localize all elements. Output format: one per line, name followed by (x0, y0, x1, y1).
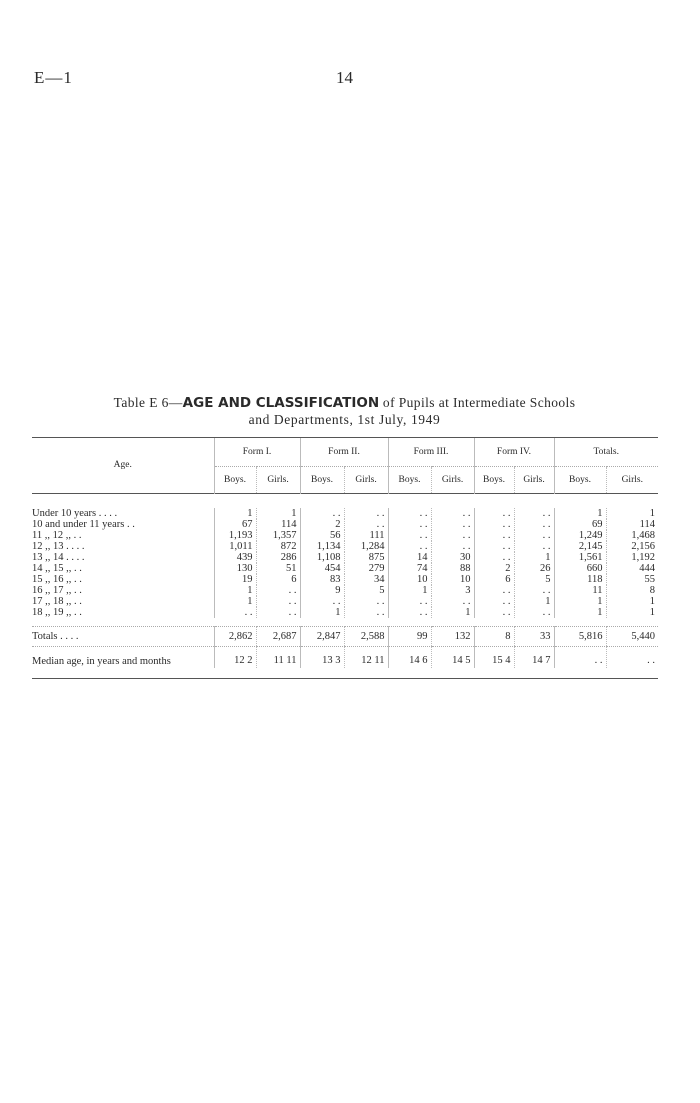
table-row (32, 574, 658, 585)
table-cell: . . (474, 519, 514, 530)
table-cell: 1 (606, 596, 658, 607)
boys-header: Boys. (388, 467, 431, 494)
table-cell: . . (474, 585, 514, 596)
table-cell: 1,468 (606, 530, 658, 541)
table-cell: 14 (388, 552, 431, 563)
table-cell: 11 11 (256, 647, 300, 669)
table-cell: 444 (606, 563, 658, 574)
title-prefix: Table E 6— (113, 395, 183, 410)
table-cell: 5,440 (606, 627, 658, 647)
table-cell: . . (256, 607, 300, 618)
table-cell: . . (256, 596, 300, 607)
table-row (32, 585, 658, 596)
table-cell: 6 (256, 574, 300, 585)
table-cell: . . (388, 541, 431, 552)
table-cell: 14 5 (431, 647, 474, 669)
age-label: 13 ,, 14 . . . . (32, 552, 85, 563)
table-cell: 1 (431, 607, 474, 618)
table-cell: 99 (388, 627, 431, 647)
table-cell: . . (431, 530, 474, 541)
table-cell: . . (388, 508, 431, 519)
table-cell: . . (388, 530, 431, 541)
table-cell: 15 4 (474, 647, 514, 669)
table-cell: 118 (554, 574, 606, 585)
table-cell: 34 (344, 574, 388, 585)
table-cell: 1 (214, 508, 256, 519)
table-cell: . . (514, 508, 554, 519)
table-cell: . . (474, 607, 514, 618)
table-cell: 5,816 (554, 627, 606, 647)
table-cell: 1,108 (300, 552, 344, 563)
table-cell: 2,862 (214, 627, 256, 647)
group-header: Form III. (388, 438, 474, 467)
table-cell: . . (388, 519, 431, 530)
age-label: Totals . . . . (32, 627, 214, 647)
page-number: 14 (336, 68, 353, 87)
age-label: 12 ,, 13 . . . . (32, 541, 85, 552)
table-cell: 2,588 (344, 627, 388, 647)
table-cell: . . (431, 508, 474, 519)
table-cell: . . (474, 541, 514, 552)
table-row (32, 607, 658, 618)
table-cell: . . (474, 552, 514, 563)
table-body (32, 508, 658, 679)
table-cell: 1 (214, 596, 256, 607)
table-cell: 8 (474, 627, 514, 647)
table-cell: 1 (514, 552, 554, 563)
table-cell: . . (431, 519, 474, 530)
document-code: E—1 (34, 68, 73, 87)
age-label: Median age, in years and months (32, 656, 171, 667)
age-label: 10 and under 11 years . . (32, 519, 135, 530)
table-cell: 74 (388, 563, 431, 574)
table-cell: . . (388, 607, 431, 618)
group-header: Form II. (300, 438, 388, 467)
table-cell: 1,011 (214, 541, 256, 552)
table-cell: 83 (300, 574, 344, 585)
table-cell: . . (514, 519, 554, 530)
table-cell: 111 (344, 530, 388, 541)
table-row (32, 596, 658, 607)
title-suffix: of Pupils at Intermediate Schools (379, 395, 576, 410)
table-cell: . . (514, 585, 554, 596)
boys-header: Boys. (300, 467, 344, 494)
table-cell: 1 (554, 607, 606, 618)
table-row (32, 508, 658, 519)
table-cell: 2,687 (256, 627, 300, 647)
table-cell: 1,357 (256, 530, 300, 541)
table-title (32, 395, 657, 428)
table-cell: 1,561 (554, 552, 606, 563)
age-label: Under 10 years . . . . (32, 508, 118, 519)
table-cell: . . (344, 596, 388, 607)
table-cell: 1 (514, 596, 554, 607)
age-label: 14 ,, 15 ,, . . (32, 563, 82, 574)
table-cell: 872 (256, 541, 300, 552)
table-cell: 5 (514, 574, 554, 585)
table-cell: . . (474, 596, 514, 607)
table-cell: . . (514, 607, 554, 618)
table-cell: . . (474, 508, 514, 519)
totals-row (32, 627, 658, 647)
age-label: 18 ,, 19 ,, . . (32, 607, 82, 618)
table-cell: 1 (606, 508, 658, 519)
table-cell: 114 (606, 519, 658, 530)
table-cell: . . (344, 508, 388, 519)
table-cell: 2 (474, 563, 514, 574)
age-label: 11 ,, 12 ,, . . (32, 530, 82, 541)
table-cell: 11 (554, 585, 606, 596)
table-cell: 114 (256, 519, 300, 530)
table-cell: 1,192 (606, 552, 658, 563)
table-cell: 286 (256, 552, 300, 563)
table-cell: 3 (431, 585, 474, 596)
median-row (32, 647, 658, 669)
table-cell: . . (514, 541, 554, 552)
table-cell: 88 (431, 563, 474, 574)
age-classification-table (32, 437, 658, 679)
table-cell: 67 (214, 519, 256, 530)
table-cell: 132 (431, 627, 474, 647)
table-cell: . . (214, 607, 256, 618)
table-cell: 30 (431, 552, 474, 563)
table-cell: 5 (344, 585, 388, 596)
table-cell: 130 (214, 563, 256, 574)
table-cell: 1 (300, 607, 344, 618)
table-cell: 56 (300, 530, 344, 541)
boys-header: Boys. (214, 467, 256, 494)
table-cell: 10 (431, 574, 474, 585)
table-cell: 1 (606, 607, 658, 618)
title-line-2: and Departments, 1st July, 1949 (248, 412, 441, 427)
table-cell: 2,145 (554, 541, 606, 552)
table-cell: . . (554, 647, 606, 669)
age-label: 15 ,, 16 ,, . . (32, 574, 82, 585)
table-cell: 51 (256, 563, 300, 574)
table-cell: 1,249 (554, 530, 606, 541)
table-cell: 1 (214, 585, 256, 596)
table-cell: . . (300, 596, 344, 607)
table-cell: 69 (554, 519, 606, 530)
table-header (32, 438, 658, 509)
girls-header: Girls. (256, 467, 300, 494)
table-cell: 14 7 (514, 647, 554, 669)
group-header: Totals. (554, 438, 658, 467)
table-cell: 1,284 (344, 541, 388, 552)
table-row (32, 541, 658, 552)
table-row (32, 563, 658, 574)
table-cell: . . (344, 519, 388, 530)
girls-header: Girls. (431, 467, 474, 494)
table-cell: 2,156 (606, 541, 658, 552)
boys-header: Boys. (554, 467, 606, 494)
title-bold: AGE AND CLASSIFICATION (182, 395, 380, 411)
table-cell: 33 (514, 627, 554, 647)
table-cell: 19 (214, 574, 256, 585)
table-cell: 1 (388, 585, 431, 596)
table-cell: . . (431, 541, 474, 552)
table-cell: 13 3 (300, 647, 344, 669)
table-row (32, 519, 658, 530)
table-cell: 55 (606, 574, 658, 585)
table-cell: 660 (554, 563, 606, 574)
table-cell: 2,847 (300, 627, 344, 647)
table-cell: 14 6 (388, 647, 431, 669)
table-cell: 10 (388, 574, 431, 585)
table-cell: 1 (554, 508, 606, 519)
age-label: 16 ,, 17 ,, . . (32, 585, 82, 596)
table-cell: 6 (474, 574, 514, 585)
table-cell: 9 (300, 585, 344, 596)
girls-header: Girls. (606, 467, 658, 494)
table-cell: 1 (256, 508, 300, 519)
title-line-1 (32, 395, 657, 411)
table-cell: 439 (214, 552, 256, 563)
age-column-header: Age. (113, 460, 132, 470)
table-cell: 1,193 (214, 530, 256, 541)
table-cell: . . (514, 530, 554, 541)
table-cell: 2 (300, 519, 344, 530)
girls-header: Girls. (344, 467, 388, 494)
group-header: Form IV. (474, 438, 554, 467)
table-cell: 875 (344, 552, 388, 563)
girls-header: Girls. (514, 467, 554, 494)
table-cell: 279 (344, 563, 388, 574)
table-cell: 12 2 (214, 647, 256, 669)
table-cell: 8 (606, 585, 658, 596)
table-cell: . . (606, 647, 658, 669)
table-cell: . . (474, 530, 514, 541)
group-header: Form I. (214, 438, 300, 467)
table-cell: 1 (554, 596, 606, 607)
table-cell: . . (344, 607, 388, 618)
table-row (32, 530, 658, 541)
table-row (32, 552, 658, 563)
table-cell: . . (256, 585, 300, 596)
boys-header: Boys. (474, 467, 514, 494)
table-cell: . . (388, 596, 431, 607)
table-cell: 1,134 (300, 541, 344, 552)
table-cell: 454 (300, 563, 344, 574)
age-label: 17 ,, 18 ,, . . (32, 596, 82, 607)
table-cell: 26 (514, 563, 554, 574)
table-cell: 12 11 (344, 647, 388, 669)
table-cell: . . (300, 508, 344, 519)
table-cell: . . (431, 596, 474, 607)
